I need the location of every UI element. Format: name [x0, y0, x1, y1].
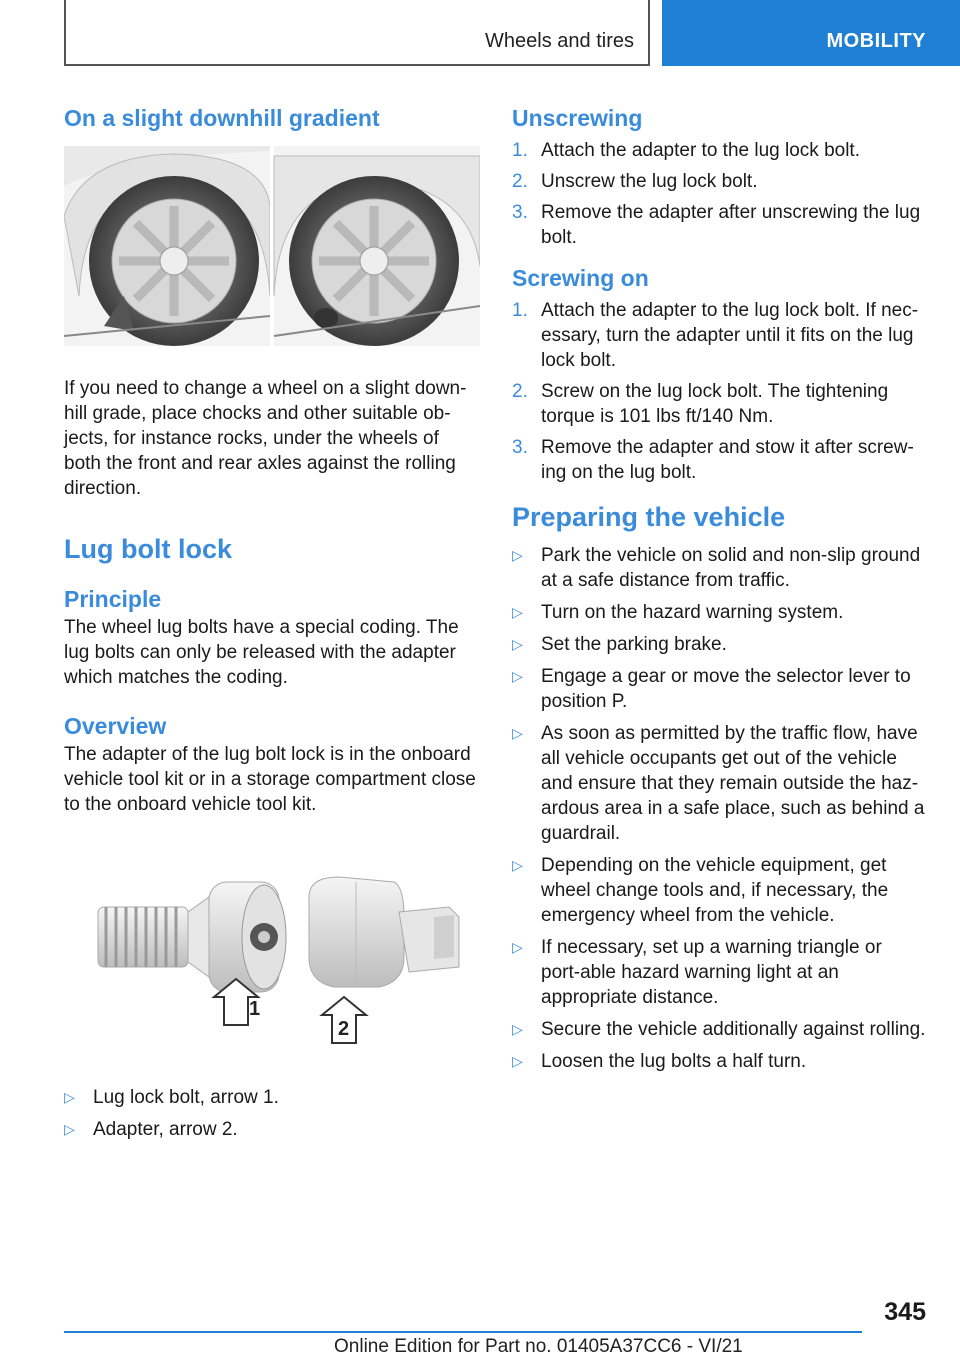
- triangle-right-icon: ▷: [64, 1121, 75, 1137]
- triangle-right-icon: ▷: [512, 636, 523, 652]
- wheel-chock-illustration: [64, 146, 480, 346]
- arrow-label-1: 1: [249, 998, 261, 1020]
- figure-legend-list: [64, 1085, 480, 1142]
- list-item: 3. Remove the adapter and stow it after screw-ing on the lug bolt.: [512, 437, 914, 483]
- list-item: ▷ Park the vehicle on solid and non-slip ground at a safe distance from traffic.: [512, 545, 921, 591]
- triangle-right-icon: ▷: [64, 1089, 75, 1105]
- list-item: ▷ Turn on the hazard warning system.: [512, 602, 844, 623]
- list-item: ▷ Adapter, arrow 2.: [64, 1119, 238, 1140]
- list-item: ▷ Set the parking brake.: [512, 634, 727, 655]
- list-item: 2. Unscrew the lug lock bolt.: [512, 171, 758, 192]
- lugbolt-heading: Lug bolt lock: [64, 534, 232, 564]
- footer-edition: Online Edition for Part no. 01405A37CC6 - VI/21: [334, 1336, 743, 1357]
- overview-text: The adapter of the lug bolt lock is in the onboard vehicle tool kit or in a storage compartment close to the onboard vehicle tool kit.: [64, 744, 476, 815]
- principle-text: The wheel lug bolts have a special coding. The lug bolts can only be released with the adapter which matches the coding.: [64, 617, 459, 688]
- chapter-tab-label: MOBILITY: [826, 30, 926, 52]
- list-item: ▷ As soon as permitted by the traffic flow, have all vehicle occupants get out of the vehicle and ensure that they remain outside the haz-ardous area in a safe place, such as behind a guardrail.: [512, 723, 925, 844]
- triangle-right-icon: ▷: [512, 668, 523, 684]
- preparing-heading: Preparing the vehicle: [512, 502, 786, 532]
- right-column: [512, 100, 926, 1081]
- list-item: 2. Screw on the lug lock bolt. The tightening torque is 101 lbs ft/140 Nm.: [512, 381, 889, 427]
- lug-bolt-adapter-illustration: [64, 857, 480, 1057]
- unscrewing-steps: [512, 138, 926, 250]
- triangle-right-icon: ▷: [512, 547, 523, 563]
- unscrewing-heading: Unscrewing: [512, 105, 643, 131]
- screwing-heading: Screwing on: [512, 265, 649, 291]
- list-item: ▷ If necessary, set up a warning triangle or port-able hazard warning light at an appropriate distance.: [512, 937, 882, 1008]
- triangle-right-icon: ▷: [512, 725, 523, 741]
- list-item: 3. Remove the adapter after unscrewing the lug bolt.: [512, 202, 921, 248]
- downhill-text: If you need to change a wheel on a slight down-hill grade, place chocks and other suitable ob-jects, for instance rocks, under the wheels of both the front and rear axles against the rolling direction.: [64, 378, 467, 499]
- preparing-list: [512, 543, 926, 1074]
- list-item: 1. Attach the adapter to the lug lock bolt. If nec-essary, turn the adapter until it fits on the lug lock bolt.: [512, 300, 919, 371]
- list-item: ▷ Secure the vehicle additionally against rolling.: [512, 1019, 926, 1040]
- footer-divider: [64, 1331, 862, 1333]
- list-item: 1. Attach the adapter to the lug lock bolt.: [512, 140, 860, 161]
- screwing-steps: [512, 298, 926, 485]
- triangle-right-icon: ▷: [512, 939, 523, 955]
- chapter-tab[interactable]: [662, 0, 960, 66]
- list-item: ▷ Lug lock bolt, arrow 1.: [64, 1087, 279, 1108]
- overview-heading: Overview: [64, 713, 167, 739]
- triangle-right-icon: ▷: [512, 1021, 523, 1037]
- downhill-heading: On a slight downhill gradient: [64, 105, 380, 131]
- triangle-right-icon: ▷: [512, 604, 523, 620]
- list-item: ▷ Depending on the vehicle equipment, get wheel change tools and, if necessary, the emergency wheel from the vehicle.: [512, 855, 889, 926]
- left-column: [64, 100, 480, 1149]
- principle-heading: Principle: [64, 586, 162, 612]
- triangle-right-icon: ▷: [512, 1053, 523, 1069]
- arrow-label-2: 2: [338, 1018, 350, 1040]
- header-section-box: [64, 0, 650, 66]
- section-title: Wheels and tires: [485, 30, 634, 52]
- triangle-right-icon: ▷: [512, 857, 523, 873]
- list-item: ▷ Loosen the lug bolts a half turn.: [512, 1051, 807, 1072]
- page-number: 345: [884, 1298, 926, 1326]
- list-item: ▷ Engage a gear or move the selector lever to position P.: [512, 666, 911, 712]
